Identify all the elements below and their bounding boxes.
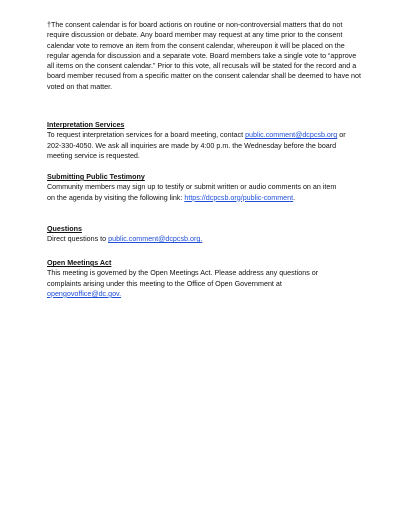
consent-note-line: †The consent calendar is for board actions on routine or non-controversial matters that do not: [47, 21, 343, 29]
interpretation-heading: Interpretation Services: [47, 121, 125, 129]
open-meetings-line-3: [47, 289, 367, 299]
interpretation-section: [47, 120, 367, 161]
questions-section: [47, 224, 367, 245]
open-meetings-heading: Open Meetings Act: [47, 259, 112, 267]
open-meetings-section: [47, 258, 367, 299]
open-meetings-line-1: This meeting is governed by the Open Meetings Act. Please address any questions or: [47, 269, 319, 278]
questions-line: [47, 234, 367, 244]
consent-note-line: voted on that matter.: [47, 82, 113, 91]
interpretation-line-1: [47, 130, 367, 140]
consent-note-line: all items on the consent calendar.” Prior to this vote, all recusals will be stated for the record and a: [47, 62, 357, 71]
open-meetings-line-2: complaints arising under this meeting to the Office of Open Government at: [47, 279, 282, 288]
questions-email: public.comment@dcpcsb.org: [108, 235, 201, 244]
testimony-text: on the agenda by visiting the following link:: [47, 193, 185, 202]
testimony-line-1: Community members may sign up to testify or submit written or audio comments on an item: [47, 183, 337, 192]
public-testimony-heading: Submitting Public Testimony: [47, 173, 145, 181]
open-meetings-suffix: .: [119, 289, 122, 298]
consent-note-line: board member recused from a specific matter on the consent calendar shall be deemed to have not: [47, 72, 361, 81]
testimony-line-2: [47, 193, 367, 203]
open-government-email: opengovoffice@dc.gov: [47, 289, 120, 298]
questions-suffix: .: [200, 235, 203, 244]
testimony-text: .: [293, 193, 296, 202]
open-government-email-link[interactable]: [47, 290, 121, 298]
consent-note-line: require discussion or debate. Any board member may request at any time prior to the consent: [47, 31, 343, 40]
interpretation-line-2: 202-330-4050. We ask all inquiries are made by 4:00 p.m. the Wednesday before the board: [47, 141, 337, 150]
consent-note-line: calendar vote to remove an item from the consent calendar, whereupon it will be placed on the: [47, 41, 345, 50]
consent-calendar-note: [47, 20, 367, 92]
interpretation-line-3: meeting service is requested.: [47, 151, 140, 160]
consent-note-line: regular agenda for discussion and a separate vote. Board members take a single vote to “approve: [47, 51, 357, 60]
questions-heading: Questions: [47, 225, 82, 233]
questions-text: Direct questions to: [47, 235, 109, 244]
interpretation-email-link[interactable]: public.comment@dcpcsb.org: [245, 131, 338, 140]
interpretation-text: or: [337, 131, 346, 140]
public-testimony-section: [47, 172, 367, 203]
interpretation-text: To request interpretation services for a board meeting, contact: [47, 131, 246, 140]
public-comment-link[interactable]: https://dcpcsb.org/public-comment: [184, 193, 294, 202]
questions-email-link[interactable]: [108, 235, 202, 243]
